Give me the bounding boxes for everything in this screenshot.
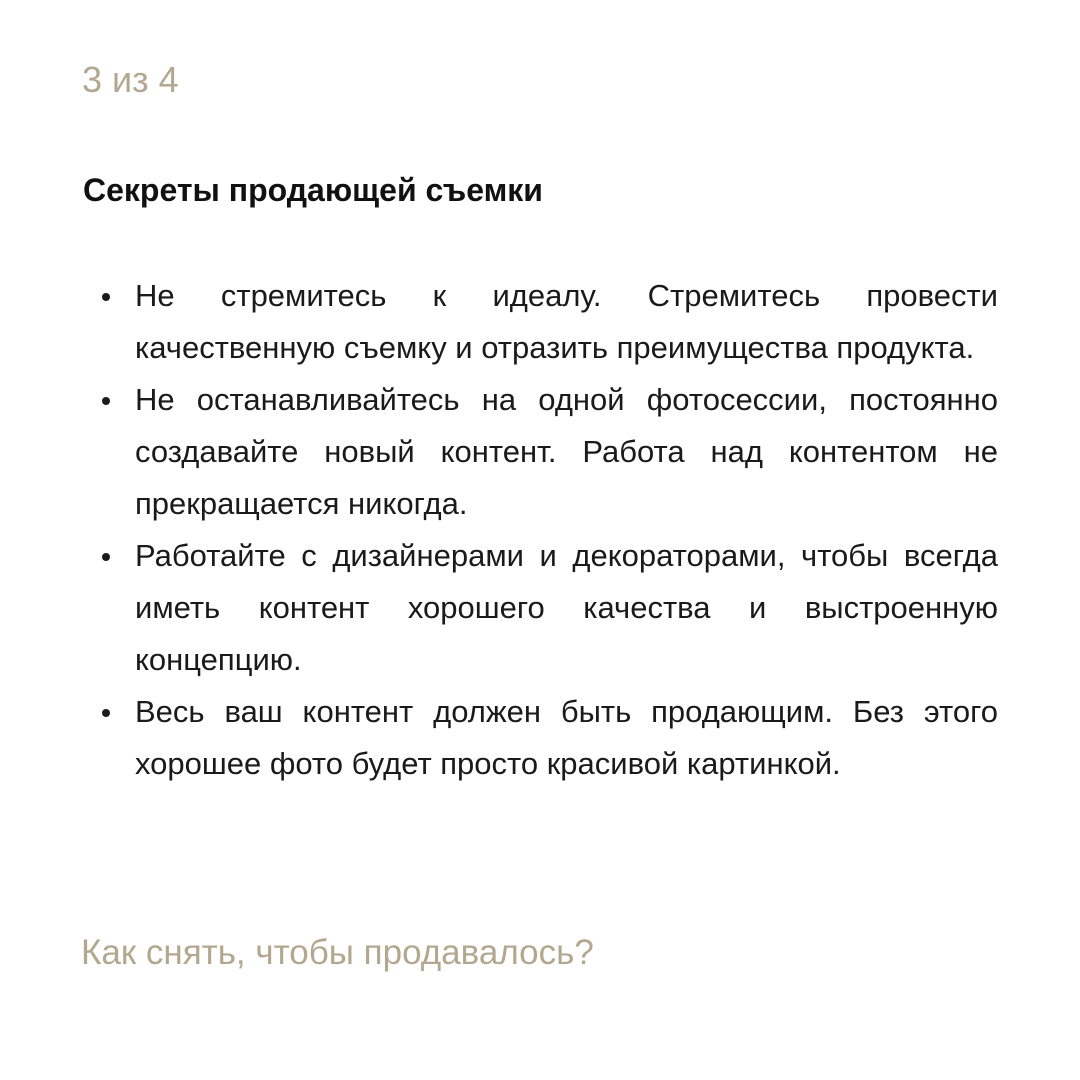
bullet-item: Работайте с дизайнерами и декораторами, чтобы всегда иметь контент хорошего качества и выстроенную концепцию. xyxy=(96,530,998,686)
bullet-item: Не стремитесь к идеалу. Стремитесь провести качественную съемку и отразить преимущества продукта. xyxy=(96,270,998,374)
bullet-item: Весь ваш контент должен быть продающим. Без этого хорошее фото будет просто красивой картинкой. xyxy=(96,686,998,790)
slide-counter: 3 из 4 xyxy=(82,59,179,100)
slide-title: Секреты продающей съемки xyxy=(83,172,543,208)
slide-footer: Как снять, чтобы продавалось? xyxy=(81,933,594,972)
bullet-item: Не останавливайтесь на одной фотосессии, постоянно создавайте новый контент. Работа над контентом не прекращается никогда. xyxy=(96,374,998,530)
bullet-list xyxy=(96,270,998,790)
